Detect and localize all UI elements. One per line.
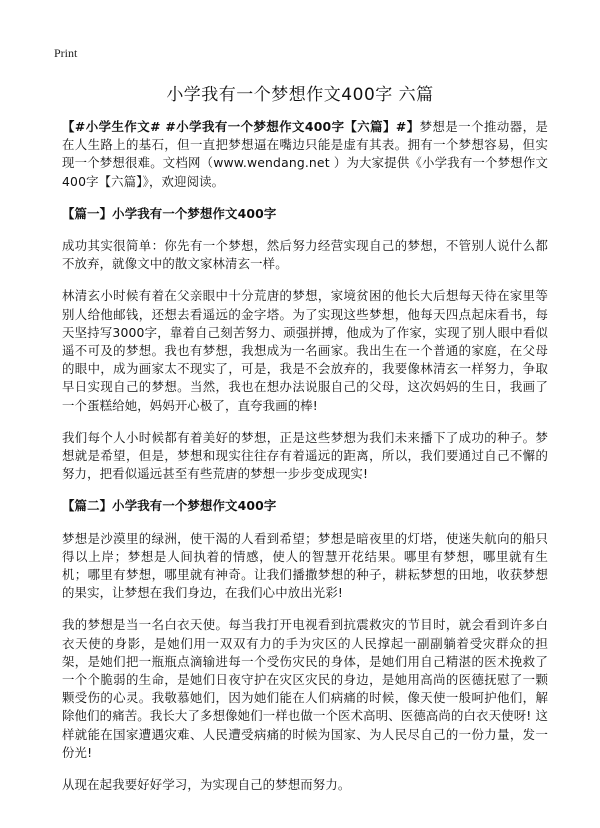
section1-paragraph: 林清玄小时候有着在父亲眼中十分荒唐的梦想，家境贫困的他长大后想每天待在家里等别人给他邮钱，还想去看遥远的金字塔。为了实现这些梦想，他每天四点起床看书，每天坚持写3000字，靠着自己刻苦努力、顽强拼搏，他成为了作家，实现了别人眼中看似遥不可及的梦想。我也有梦想，我想成为一名画家。我出生在一个普通的家庭，在父母的眼中，成为画家太不现实了，可是，我是不会放弃的，我要像林清玄一样努力，争取早日实现自己的梦想。当然，我也在想办法说服自己的父母，这次妈妈的生日，我画了一个蛋糕给她，妈妈开心极了，直夸我画的棒!: [62, 288, 548, 413]
page-title: 小学我有一个梦想作文400字 六篇: [166, 85, 434, 105]
section2-paragraph: 梦想是沙漠里的绿洲，使干渴的人看到希望；梦想是暗夜里的灯塔，使迷失航向的船只得以上岸；梦想是人间执着的情感，使人的智慧开花结果。哪里有梦想，哪里就有生机；哪里有梦想，哪里就有神奇。让我们播撒梦想的种子，耕耘梦想的田地，收获梦想的果实，让梦想在我们身边，在我们心中放出光彩!: [62, 530, 548, 601]
section1-paragraph: 我们每个人小时候都有着美好的梦想，正是这些梦想为我们未来播下了成功的种子。梦想就是希望，但是，梦想和现实往往存有着遥远的距离，所以，我们要通过自己不懈的努力，把看似遥远甚至有些荒唐的梦想一步步变成现实!: [62, 429, 548, 482]
article-body: [62, 118, 548, 808]
intro-bold-lead: 【#小学生作文# #小学我有一个梦想作文400字【六篇】#】: [62, 119, 420, 134]
intro-paragraph: [62, 118, 548, 191]
print-link[interactable]: Print: [54, 46, 78, 60]
section1-paragraph: 成功其实很简单：你先有一个梦想，然后努力经营实现自己的梦想，不管别人说什么都不放弃，就像文中的散文家林清玄一样。: [62, 238, 548, 272]
section-heading-1: 【篇一】小学我有一个梦想作文400字: [62, 205, 277, 221]
section2-paragraph: 我的梦想是当一名白衣天使。每当我打开电视看到抗震救灾的节目时，就会看到许多白衣天使的身影，是她们用一双双有力的手为灾区的人民撑起一副副躺着受灾群众的担架，是她们把一瓶瓶点滴输进每一个受伤灾民的身体，是她们用自己精湛的医术挽救了一个个脆弱的生命，是她们日夜守护在灾区灾民的身边，是她用高尚的医德抚慰了一颗颗受伤的心灵。我敬慕她们，因为她们能在人们病痛的时候，像天使一般呵护他们，解除他们的痛苦。我长大了多想像她们一样也做一个医术高明、医德高尚的白衣天使呀! 这样就能在国家遭遇灾难、人民遭受病痛的时候为国家、为人民尽自己的一份力量，发一份光!: [62, 617, 548, 760]
section-heading-2: 【篇二】小学我有一个梦想作文400字: [62, 498, 277, 514]
section2-paragraph: 从现在起我要好好学习，为实现自己的梦想而努力。: [62, 777, 351, 793]
intro-text: 梦想是一个推动器，是在人生路上的基石，但一直把梦想逼在嘴边只能是虚有其表。拥有一个梦想容易，但实现一个梦想很难。文档网（www.wendang.net ）为大家提供《小学我有一个梦想作文400字【六篇】》，欢迎阅读。: [62, 119, 548, 189]
